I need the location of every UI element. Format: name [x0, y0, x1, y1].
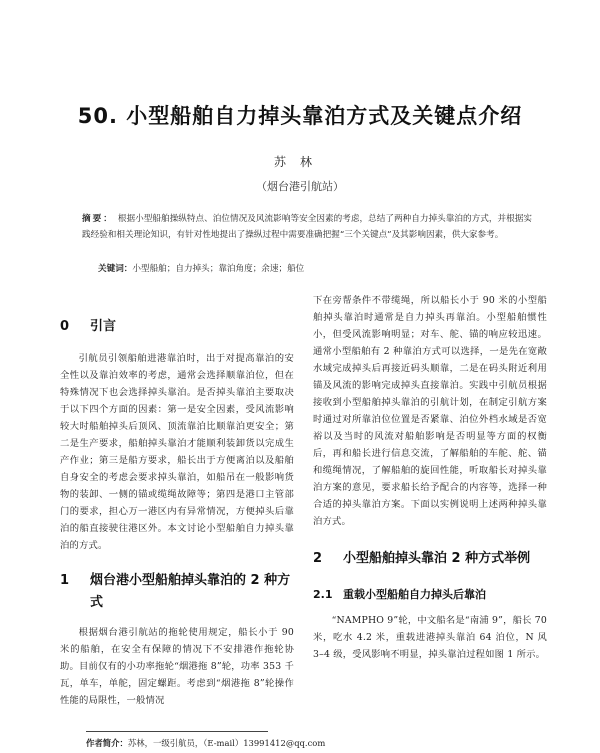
section-1-paragraph-continued: 下在旁帮条件不带缆绳，所以船长小于 90 米的小型船舶掉头靠泊时通常是自力掉头再靠泊。小型船舶惯性小，但受风流影响明显；对车、舵、锚的响应较迅速。通常小型船舶有 2 种靠泊方式可以选择，一是先在宽敞水域完成掉头后再接近码头顺靠，二是在码头附近利用锚及风流的影响完成掉头直接靠泊。实践中引航员根据接收到小型船舶掉头靠泊的引航计划，在制定引航方案时通过对所靠泊位位置是否紧靠、泊位外档水域是否宽裕以及当时的风流对船舶影响是否明显等方面的权衡后，再和船长进行信息交流，了解船舶的车舵、舵、锚和缆绳情况，了解船舶的旋回性能，听取船长对掉头靠泊方案的意见，要求船长给予配合的内容等，选择一种合适的掉头靠泊方案。下面以实例说明上述两种掉头靠泊方式。 [313, 295, 547, 527]
keywords-text: 小型船舶；自力掉头；靠泊角度；余速；船位 [132, 264, 305, 274]
abstract-text: 根据小型船舶操纵特点、泊位情况及风流影响等安全因素的考虑，总结了两种自力掉头靠泊的方式，并根据实践经验和相关理论知识，有针对性地提出了操纵过程中需要准确把握“三个关键点”及其影响因素，供大家参考。 [82, 214, 532, 240]
section-0-paragraph: 引航员引领船舶进港靠泊时，出于对提高靠泊的安全性以及靠泊效率的考虑，通常会选择顺靠泊位，但在特殊情况下也会选择掉头靠泊。是否掉头靠泊主要取决于以下四个方面的因素：第一是安全因素，受风流影响较大时船舶掉头后顶风、顶流靠泊比顺靠泊更安全；第二是生产要求，船舶掉头靠泊才能顺利装卸货以完成生产作业；第三是船方要求，船长出于方便离泊以及船舶自身安全的考虑会要求掉头靠泊，如船吊在一般影响货物的装卸、一侧的锚或缆绳故障等；第四是港口主管部门的要求，担心万一港区内有异常情况，方便掉头后靠泊的船直接驶往港区外。本文讨论小型船舶自力掉头靠泊的方式。 [60, 353, 294, 551]
section-0-heading [60, 316, 294, 338]
section-0-title: 引言 [90, 319, 117, 334]
right-column [313, 292, 547, 663]
left-column [60, 292, 294, 709]
section-1-number: 1 [60, 573, 70, 588]
section-0-number: 0 [60, 319, 70, 334]
section-2-number: 2 [313, 551, 323, 566]
paper-title: 50. 小型船舶自力掉头靠泊方式及关键点介绍 [77, 104, 523, 128]
keywords-label: 关键词： [98, 264, 133, 274]
section-1-heading [60, 570, 294, 614]
abstract [82, 211, 532, 243]
section-1-title: 烟台港小型船舶掉头靠泊的 2 种方式 [90, 573, 291, 610]
section-2-heading [313, 548, 547, 570]
author-affiliation: （烟台港引航站） [256, 180, 344, 193]
section-2-1-title: 重载小型船舶自力掉头后靠泊 [343, 588, 486, 601]
footnote-text: 苏林，一级引航员，（E-mail）13991412@qq.com [127, 738, 326, 748]
author-name: 苏林 [273, 155, 326, 169]
footnote-label: 作者简介： [86, 738, 128, 748]
abstract-label: 摘要： [82, 214, 114, 224]
section-1-paragraph: 根据烟台港引航站的拖轮使用规定，船长小于 90 米的船舶，在安全有保障的情况下不安排港作拖轮协助。目前仅有的小功率拖轮“烟港拖 8”轮，功率 353 千瓦，单车，单舵，固定螺距。考虑到“烟港拖 8”轮操作性能的局限性，一般情况 [60, 627, 294, 706]
footnote [86, 737, 546, 749]
section-2-1-paragraph: “NAMPHO 9”轮，中文船名是“南浦 9”，船长 70 米，吃水 4.2 米，重载进港掉头靠泊 64 泊位，N 风 3–4 级，受风影响不明显，掉头靠泊过程如图 1 所示。 [313, 615, 547, 660]
section-2-title: 小型船舶掉头靠泊 2 种方式举例 [343, 551, 531, 566]
footnote-rule [86, 731, 268, 732]
keywords [98, 261, 528, 277]
section-2-1-heading [313, 586, 547, 604]
section-2-1-number: 2.1 [313, 588, 333, 601]
